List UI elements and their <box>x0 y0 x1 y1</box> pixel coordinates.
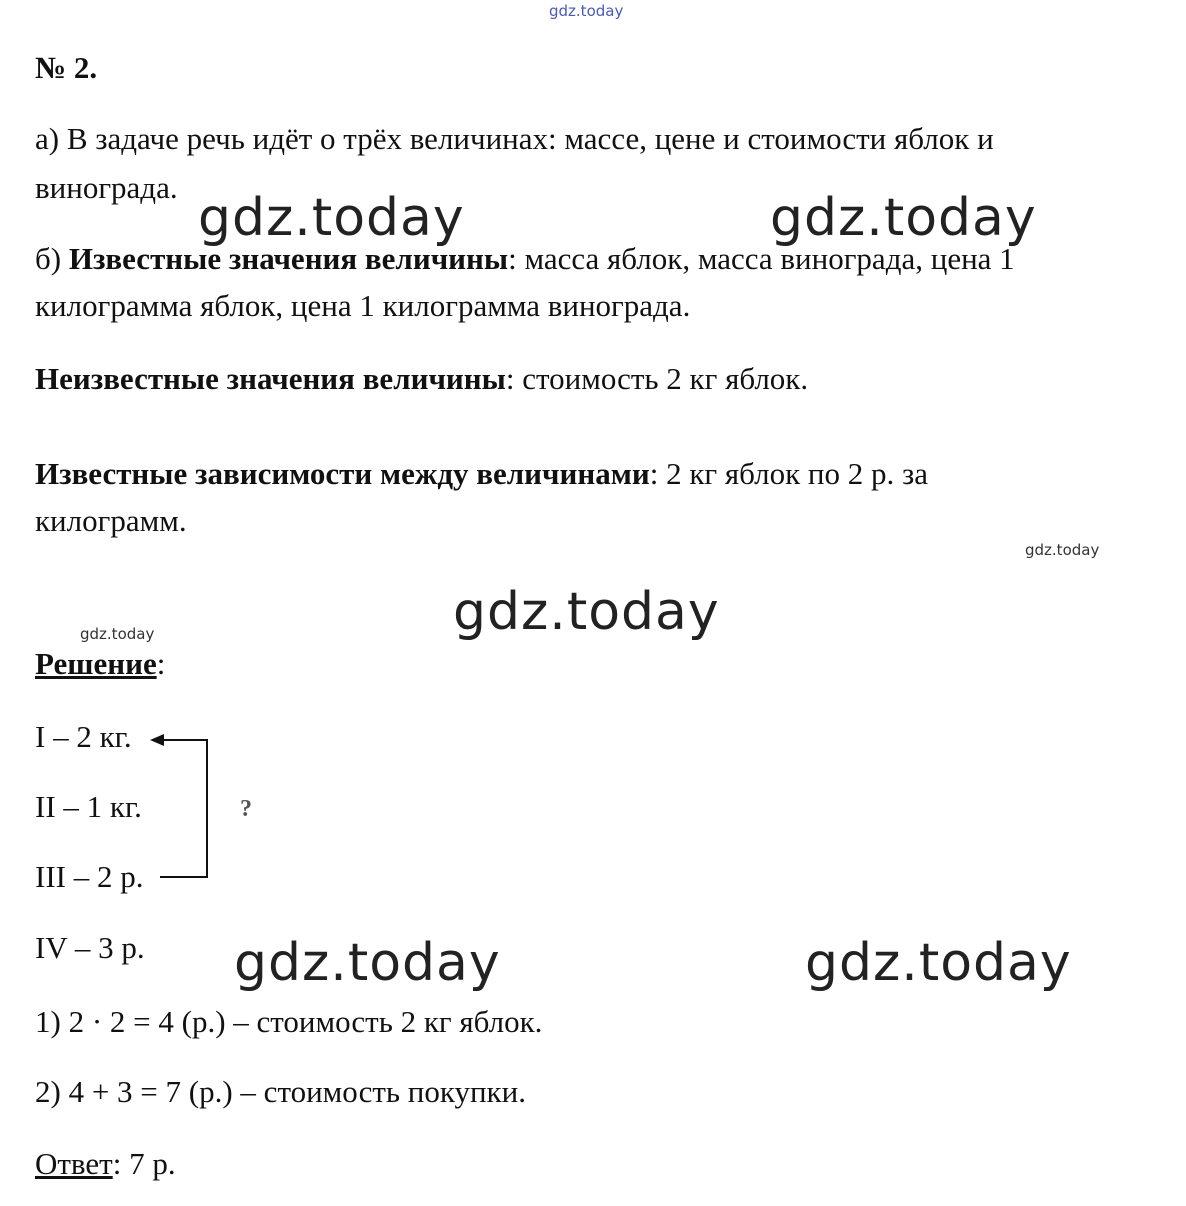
dependencies-bold: Известные зависимости между величинами <box>35 456 650 491</box>
arrow-head-icon <box>150 734 164 746</box>
solution-heading-text: Решение <box>35 646 157 681</box>
part-b-prefix: б) <box>35 241 69 276</box>
dependencies-line-2: килограмм. <box>35 503 187 538</box>
solution-heading-colon: : <box>156 646 166 681</box>
solution-item-4: IV – 3 р. <box>35 930 145 965</box>
solution-item-2: II – 1 кг. <box>35 789 142 824</box>
answer-value: : 7 р. <box>112 1146 176 1181</box>
dependencies-rest: : 2 кг яблок по 2 р. за <box>649 456 928 491</box>
part-b-bold: Известные значения величины <box>68 241 509 276</box>
bracket-line <box>160 740 207 877</box>
watermark-6: gdz.today <box>234 933 501 993</box>
unknown-bold: Неизвестные значения величины <box>35 361 506 396</box>
solution-item-1: I – 2 кг. <box>35 719 132 754</box>
step-1: 1) 2 · 2 = 4 (р.) – стоимость 2 кг яблок. <box>35 1004 543 1039</box>
problem-number-text: № 2. <box>35 50 98 85</box>
answer-label: Ответ <box>35 1146 113 1181</box>
unknown-rest: : стоимость 2 кг яблок. <box>505 361 809 396</box>
question-mark: ? <box>240 796 252 822</box>
watermark-3: gdz.today <box>1025 541 1100 559</box>
answer <box>35 1146 176 1182</box>
solution-item-3: III – 2 р. <box>35 859 144 894</box>
watermark-5: gdz.today <box>80 625 155 643</box>
watermark-4: gdz.today <box>453 582 720 642</box>
part-b-line-2: килограмма яблок, цена 1 килограмма винограда. <box>35 288 691 323</box>
watermark-2: gdz.today <box>770 188 1037 248</box>
watermark-7: gdz.today <box>805 933 1072 993</box>
part-b-rest: : масса яблок, масса винограда, цена 1 <box>508 241 1015 276</box>
watermark-1: gdz.today <box>198 188 465 248</box>
watermark-top: gdz.today <box>549 2 624 20</box>
part-a-line-1: а) В задаче речь идёт о трёх величинах: массе, цене и стоимости яблок и <box>35 121 994 156</box>
step-2: 2) 4 + 3 = 7 (р.) – стоимость покупки. <box>35 1074 526 1109</box>
part-a-line-2: винограда. <box>35 170 178 205</box>
